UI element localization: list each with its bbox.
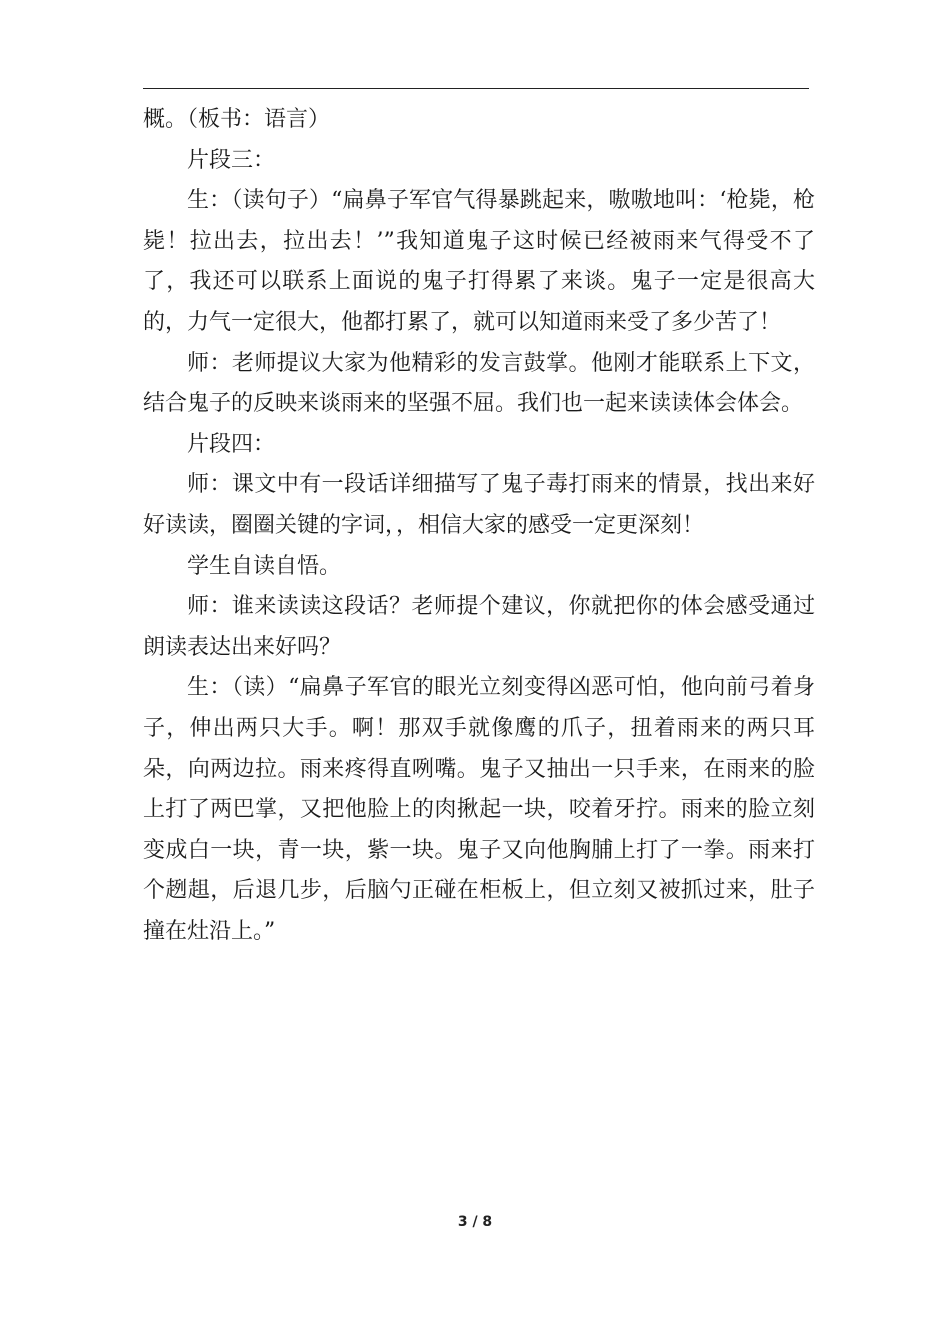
- header-rule: [143, 88, 809, 89]
- paragraph: 概。（板书：语言）: [143, 107, 331, 132]
- paragraph: 片段三：: [187, 147, 276, 173]
- paragraph: 片段四：: [187, 431, 276, 457]
- page-number: 3 / 8: [457, 1214, 493, 1230]
- paragraph: 生：（读句子）“扁鼻子军官气得暴跳起来，嗷嗷地叫：‘枪毙，枪毙！拉出去，拉出去！’”我知道鬼子这时候已经被雨来气得受不了了，我还可以联系上面说的鬼子打得累了来谈。鬼子一定是很高大的，力气一定很大，他都打累了，就可以知道雨来受了多少苦了！: [143, 188, 815, 335]
- document-body: [143, 100, 815, 952]
- paragraph: 师：谁来读读这段话？老师提个建议，你就把你的体会感受通过朗读表达出来好吗？: [143, 594, 815, 660]
- paragraph: 师：老师提议大家为他精彩的发言鼓掌。他刚才能联系上下文，结合鬼子的反映来谈雨来的坚强不屈。我们也一起来读读体会体会。: [143, 350, 815, 417]
- paragraph: 学生自读自悟。: [187, 553, 342, 579]
- paragraph: 生：（读）“扁鼻子军官的眼光立刻变得凶恶可怕，他向前弓着身子，伸出两只大手。啊！那双手就像鹰的爪子，扭着雨来的两只耳朵，向两边拉。雨来疼得直咧嘴。鬼子又抽出一只手来，在雨来的脸上打了两巴掌，又把他脸上的肉揪起一块，咬着牙拧。雨来的脸立刻变成白一块，青一块，紫一块。鬼子又向他胸脯上打了一拳。雨来打个趔趄，后退几步，后脑勺正碰在柜板上，但立刻又被抓过来，肚子撞在灶沿上。”: [143, 675, 815, 944]
- paragraph: 师：课文中有一段话详细描写了鬼子毒打雨来的情景，找出来好好读读，圈圈关键的字词，，相信大家的感受一定更深刻！: [143, 472, 815, 538]
